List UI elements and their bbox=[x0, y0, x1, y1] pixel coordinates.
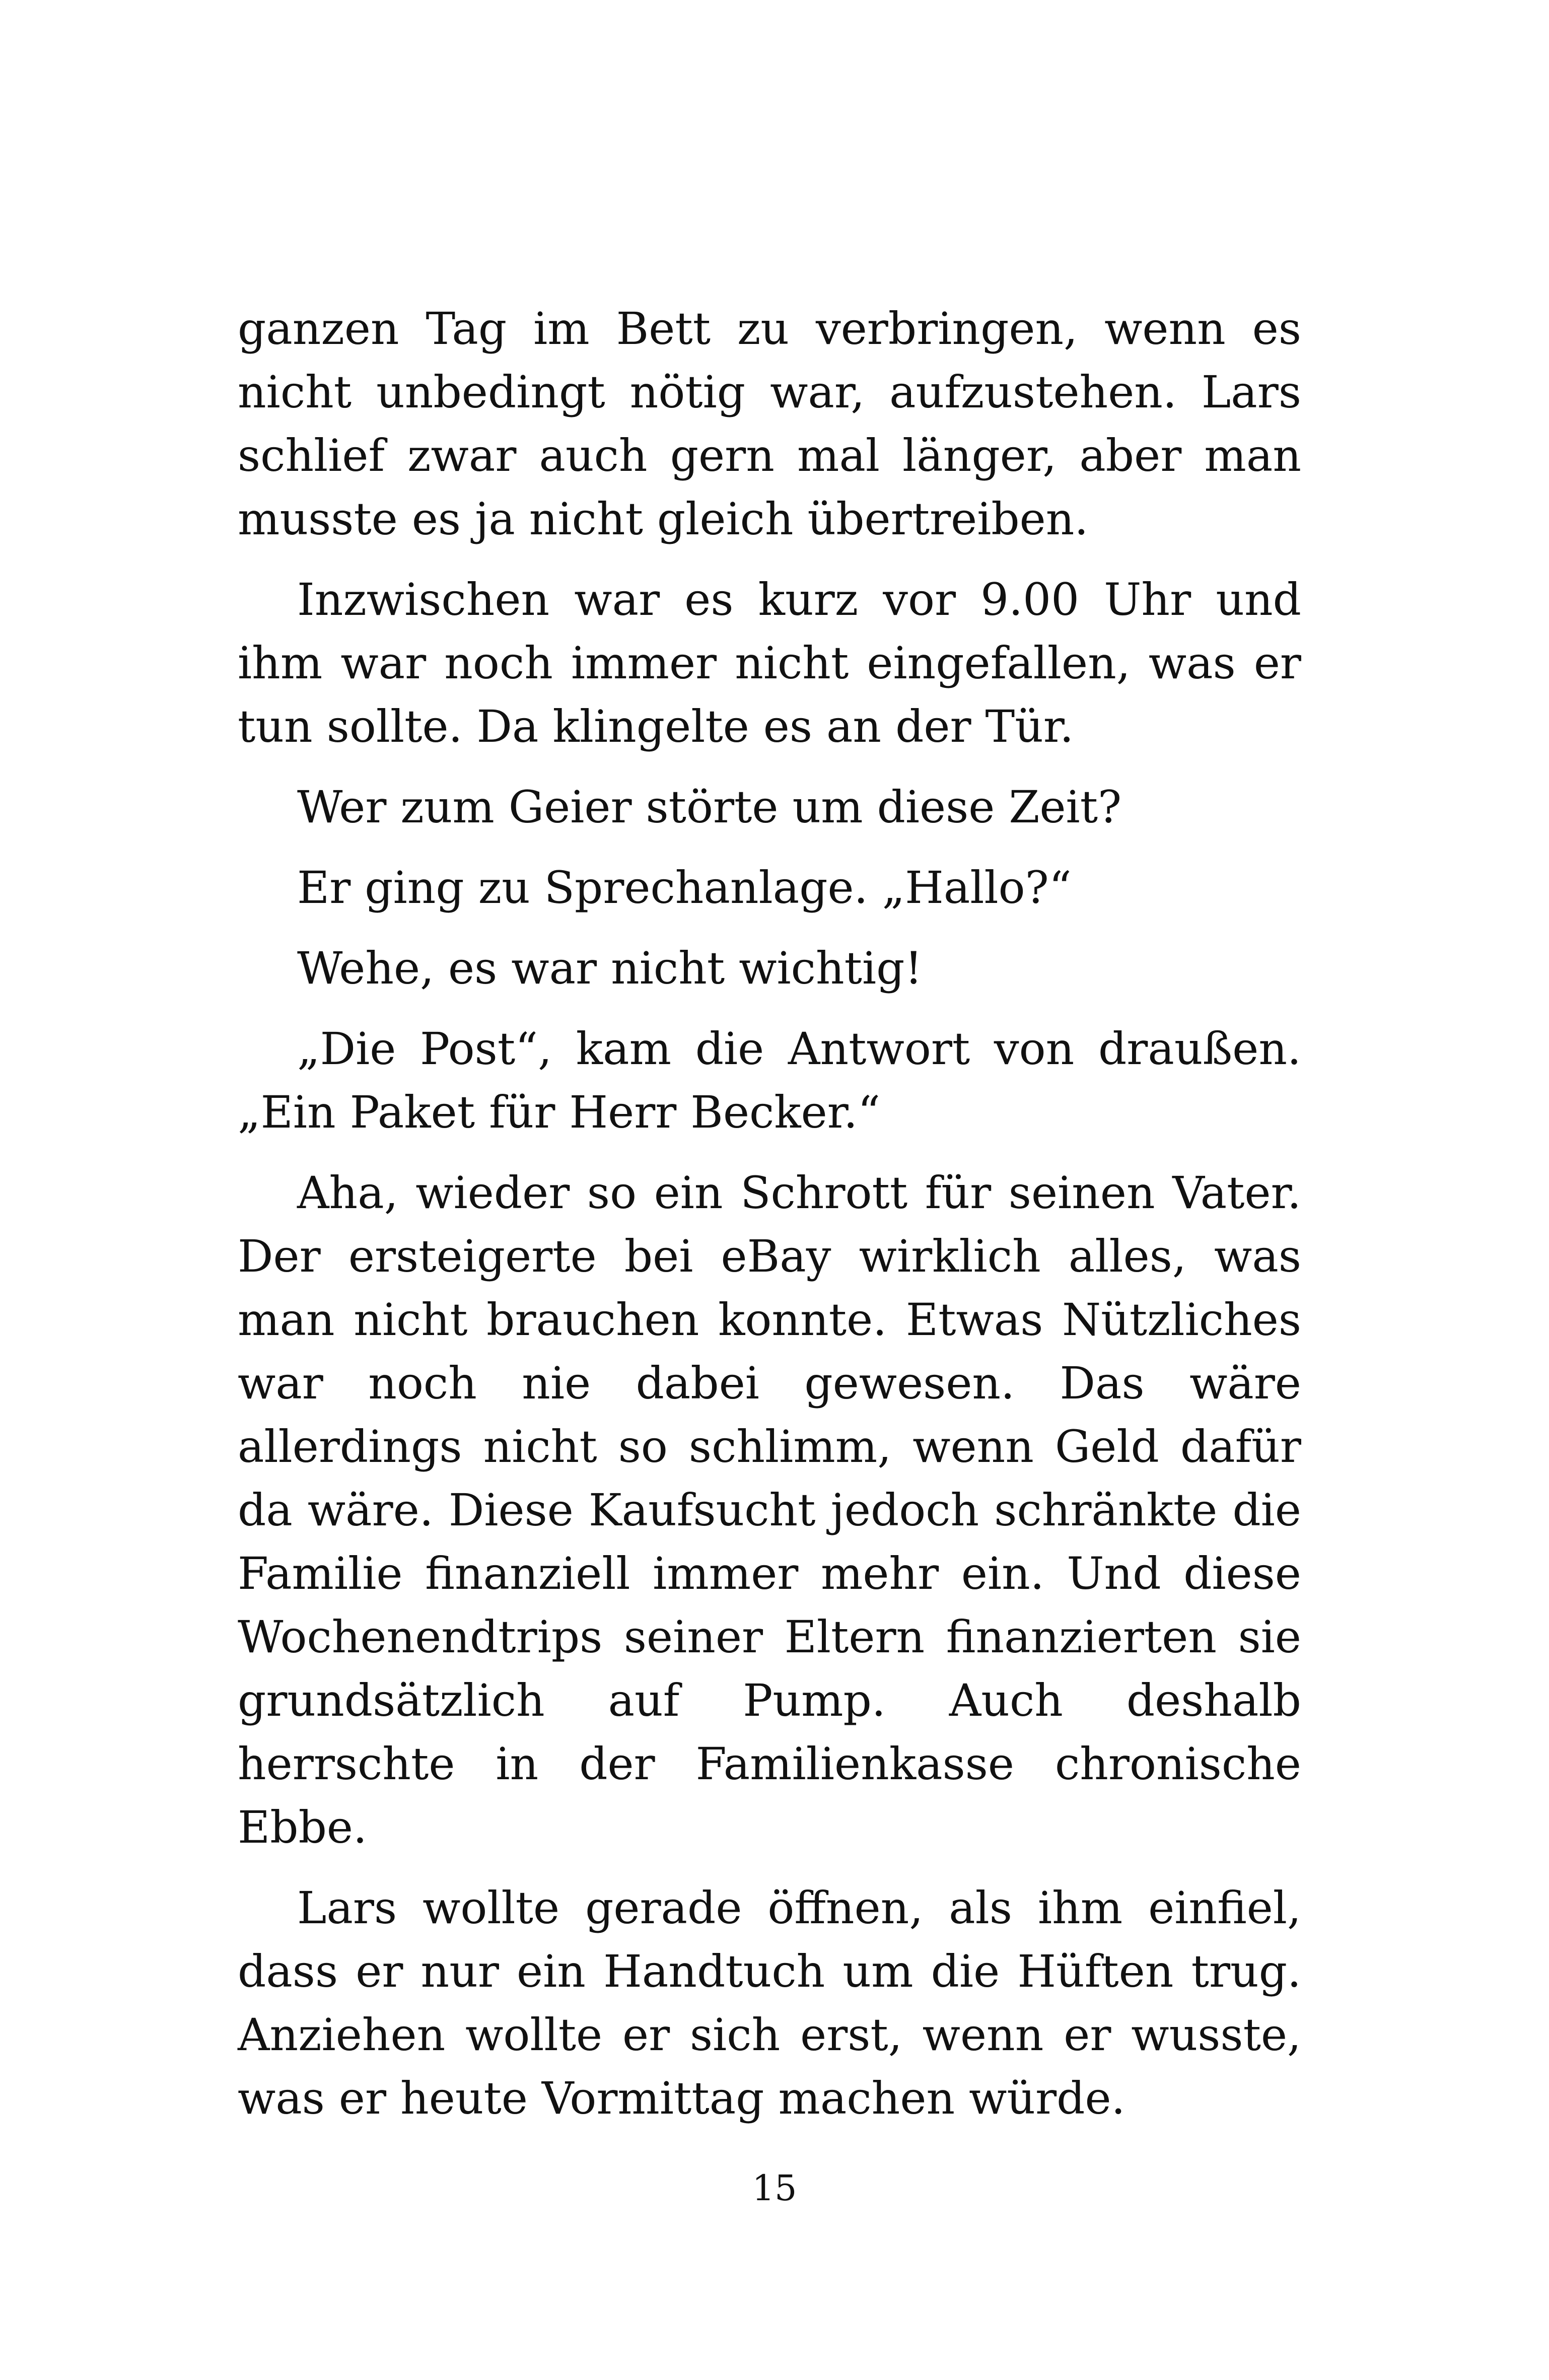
paragraph-4: Er ging zu Sprechanlage. „Hallo?“ bbox=[297, 862, 1072, 914]
paragraph-2: Inzwischen war es kurz vor 9.00 Uhr und ihm war noch immer nicht eingefallen, was er tun sollte. Da klingelte es an der Tür. bbox=[238, 574, 1301, 752]
paragraph-7: Aha, wieder so ein Schrott für seinen Vater. Der ersteigerte bei eBay wirklich alles, was man nicht brauchen konnte. Etwas Nützliches war noch nie dabei gewesen. Das wäre allerdings nicht so schlimm, wenn Geld dafür da wäre. Diese Kaufsucht jedoch schränkte die Familie finanziell immer mehr ein. Und diese Wochenendtrips seiner Eltern finanzierten sie grundsätzlich auf Pump. Auch deshalb herrschte in der Familienkasse chronische Ebbe. bbox=[238, 1167, 1301, 1853]
paragraph-5: Wehe, es war nicht wichtig! bbox=[297, 942, 923, 994]
paragraph-1: ganzen Tag im Bett zu verbringen, wenn es nicht unbedingt nötig war, aufzustehen. Lars schlief zwar auch gern mal länger, aber man musste es ja nicht gleich übertreiben. bbox=[238, 303, 1301, 545]
paragraph-8: Lars wollte gerade öffnen, als ihm einfiel, dass er nur ein Handtuch um die Hüften trug. Anziehen wollte er sich erst, wenn er wusste, was er heute Vormittag machen würde. bbox=[238, 1882, 1301, 2124]
paragraph-6: „Die Post“, kam die Antwort von draußen. „Ein Paket für Herr Becker.“ bbox=[238, 1023, 1301, 1138]
page-number: 15 bbox=[752, 2167, 797, 2209]
body-text bbox=[238, 297, 1301, 2147]
paragraph-3: Wer zum Geier störte um diese Zeit? bbox=[297, 781, 1122, 833]
